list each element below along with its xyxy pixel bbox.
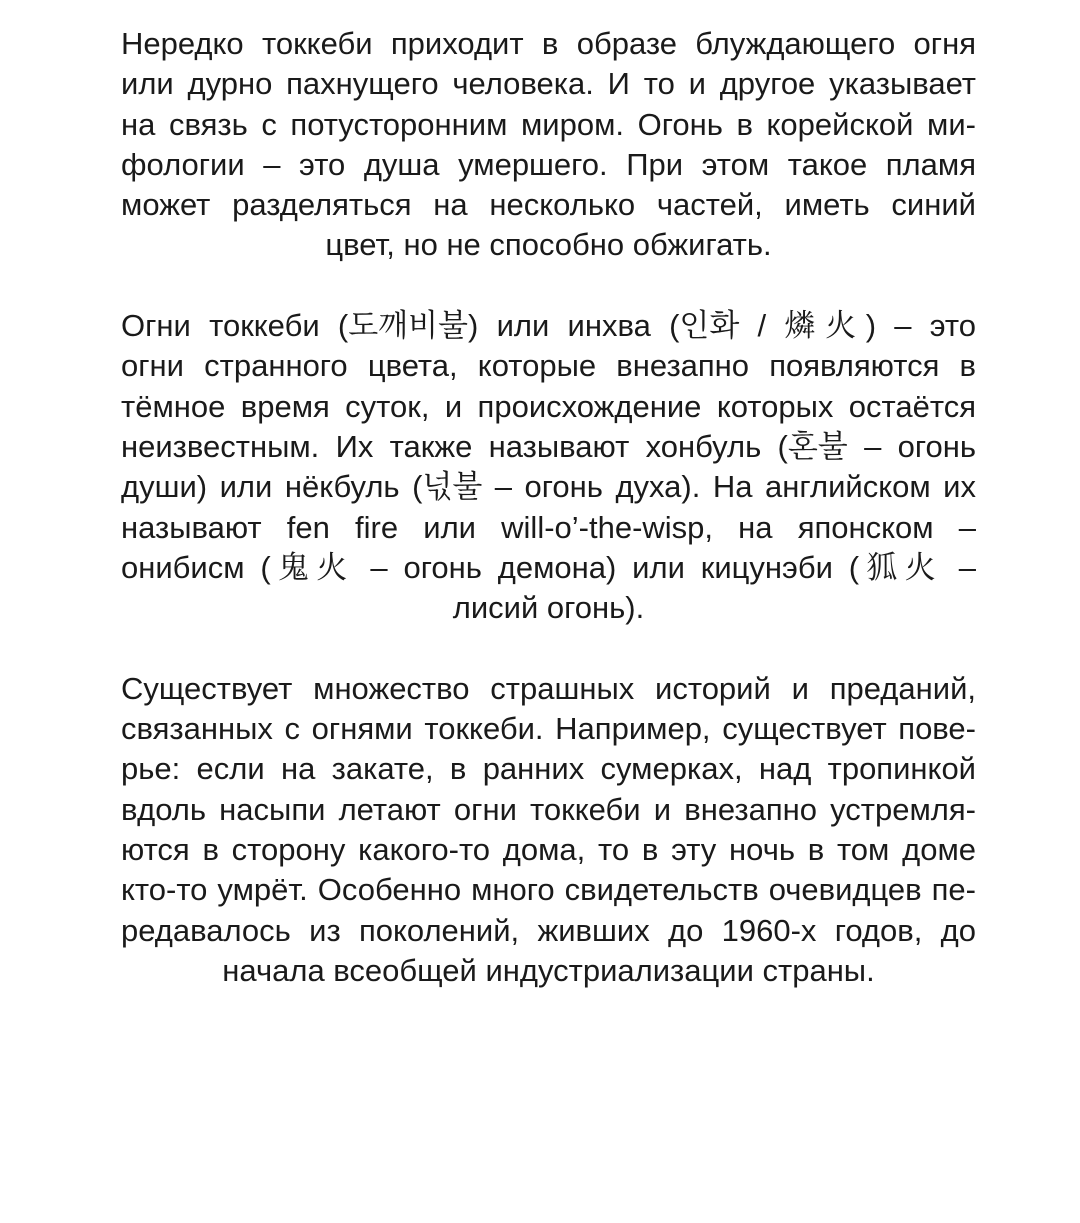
text-line: связанных с огнями токкеби. Например, существует пове- — [121, 711, 976, 747]
document-page — [121, 24, 976, 1031]
text-line: рье: если на закате, в ранних сумерках, над тропинкой — [121, 751, 976, 787]
text-line: огни странного цвета, которые внезапно появляются в — [121, 348, 976, 384]
text-line: тёмное время суток, и происхождение которых остаётся — [121, 388, 976, 424]
text-line: или дурно пахнущего человека. И то и другое указывает — [121, 66, 976, 102]
text-line: Существует множество страшных историй и преданий, — [121, 670, 976, 706]
text-line: Нередко токкеби приходит в образе блуждающего огня — [121, 26, 976, 61]
text-line: может разделяться на несколько частей, иметь синий — [121, 187, 976, 223]
text-line: начала всеобщей индустриализации страны. — [222, 952, 875, 988]
text-line: ются в сторону какого-то дома, то в эту ночь в том доме — [121, 831, 976, 867]
text-line: цвет, но не способно обжигать. — [325, 227, 772, 263]
text-line: фологии – это душа умершего. При этом такое пламя — [121, 146, 976, 182]
text-line: вдоль насыпи летают огни токкеби и внезапно устремля- — [121, 791, 976, 827]
text-line: редавалось из поколений, живших до 1960-х годов, до — [121, 912, 976, 948]
text-line: кто-то умрёт. Особенно много свидетельств очевидцев пе- — [121, 872, 976, 908]
text-line: лисий огонь). — [452, 590, 645, 626]
text-line: Огни токкеби (도깨비불) или инхва (인화 / 燐火) – это — [121, 308, 976, 344]
text-line: души) или нёкбуль (넋불 – огонь духа). На английском их — [121, 469, 976, 505]
paragraph-fire-legends — [121, 669, 976, 991]
text-line: называют fen fire или will-o’-the-wisp, на японском – — [121, 509, 976, 545]
text-line: на связь с потусторонним миром. Огонь в корейской ми- — [121, 106, 976, 142]
text-line: онибисм (鬼火 – огонь демона) или кицунэби (狐火 – — [121, 549, 976, 585]
paragraph-fire-names — [121, 306, 976, 628]
text-line: неизвестным. Их также называют хонбуль (혼불 – огонь — [121, 428, 976, 464]
paragraph-fire-description — [121, 24, 976, 266]
